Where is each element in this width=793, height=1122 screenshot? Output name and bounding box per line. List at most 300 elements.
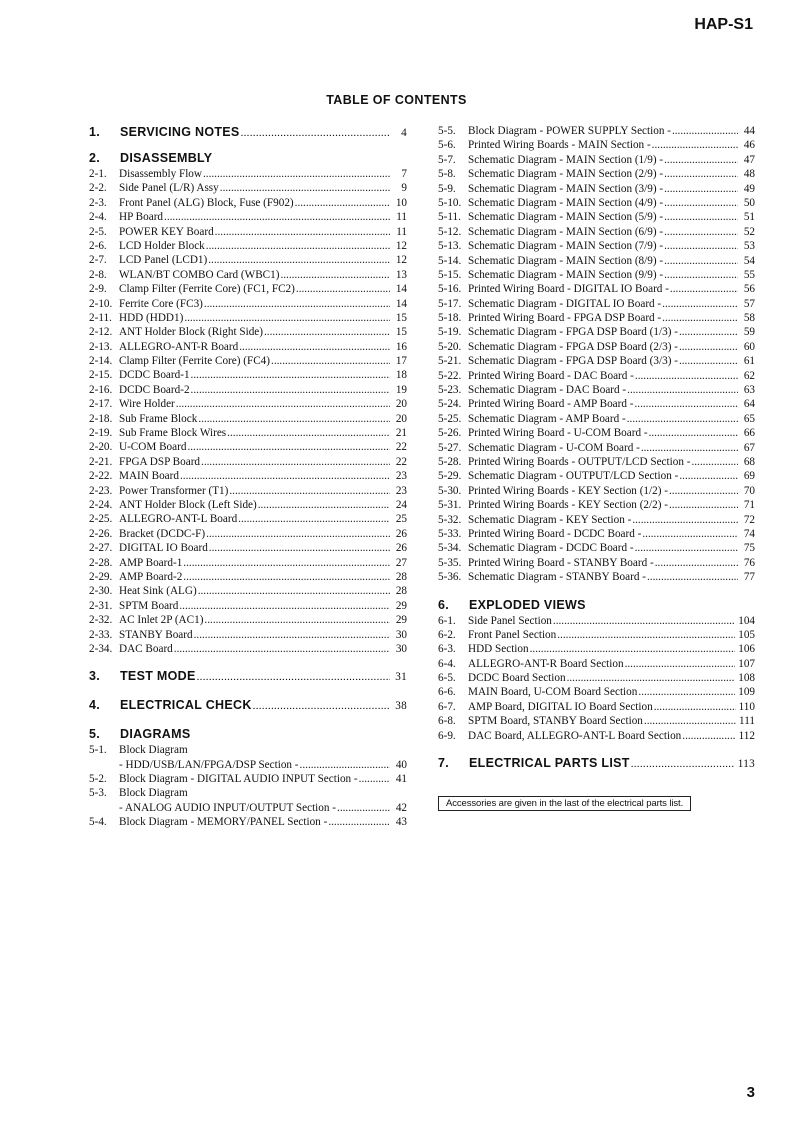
leader-dots [631,756,735,773]
entry-number: 5-4. [89,816,107,829]
leader-dots [664,167,738,181]
entry-number: 5-18. [438,312,462,325]
entry-title: Schematic Diagram - MAIN Section (4/9) - [468,196,664,209]
toc-entry[interactable] [438,412,755,426]
toc-entry[interactable] [89,311,407,325]
entry-number: 5-17. [438,297,462,310]
toc-entry[interactable] [438,657,755,671]
page-ref: 64 [743,398,755,411]
toc-entry[interactable] [89,758,407,772]
toc-entry[interactable] [438,254,755,268]
toc-entry[interactable] [89,397,407,411]
toc-section-test-mode[interactable] [89,668,407,685]
entry-number: 5-7. [438,153,456,166]
page-ref: 38 [395,700,407,713]
leader-dots [206,527,390,541]
toc-entry[interactable] [89,801,407,815]
leader-dots [204,297,390,311]
toc-entry[interactable] [438,513,755,527]
page-ref: 27 [395,556,407,569]
page-ref: 109 [738,686,755,699]
entry-number: 2-20. [89,441,113,454]
entry-title: Schematic Diagram - AMP Board - [468,412,626,425]
leader-dots [679,469,738,483]
entry-number: 2-9. [89,283,107,296]
entry-title: Sub Frame Block Wires [119,427,227,440]
toc-entry[interactable] [89,743,407,757]
toc-entry[interactable] [438,570,755,584]
toc-entry[interactable] [438,268,755,282]
toc-entry[interactable] [89,167,407,181]
page-ref: 11 [396,225,407,238]
entry-title: Power Transformer (T1) [119,484,229,497]
entry-title: Schematic Diagram - MAIN Section (2/9) - [468,168,664,181]
leader-dots [664,182,738,196]
page-ref: 4 [401,127,407,139]
leader-dots [557,628,735,642]
page-ref: 12 [395,254,407,267]
toc-entry[interactable] [438,642,755,656]
entry-number: 5-24. [438,398,462,411]
page-ref: 74 [743,527,755,540]
page-ref: 41 [395,773,407,786]
entry-title: SPTM Board, STANBY Board Section [468,715,643,728]
entry-title: MAIN Board [119,470,179,483]
entry-title: DCDC Board-1 [119,369,190,382]
toc-entry[interactable] [89,412,407,426]
toc-entry[interactable] [438,297,755,311]
entry-title: Schematic Diagram - KEY Section - [468,513,632,526]
toc-entry[interactable] [89,527,407,541]
entry-number: 6-8. [438,715,456,728]
toc-entry[interactable] [438,124,755,138]
entry-title: Clamp Filter (Ferrite Core) (FC4) [119,355,271,368]
page-ref: 30 [395,628,407,641]
toc-entry[interactable] [89,181,407,195]
toc-right-column [438,124,755,772]
page-ref: 25 [395,513,407,526]
toc-entry[interactable] [438,354,755,368]
toc-entry[interactable] [89,354,407,368]
leader-dots [179,599,390,613]
toc-entry[interactable] [89,325,407,339]
leader-dots [337,801,390,815]
entry-title: Sub Frame Block [119,412,198,425]
leader-dots [271,354,390,368]
section-number: 4. [89,698,101,713]
entry-number: 2-28. [89,556,113,569]
page-ref: 28 [395,585,407,598]
toc-entry[interactable] [438,455,755,469]
entry-title: ANT Holder Block (Left Side) [119,498,257,511]
page-ref: 110 [738,700,755,713]
toc-entry[interactable] [89,498,407,512]
entry-title: MAIN Board, U-COM Board Section [468,686,638,699]
page-ref: 53 [743,240,755,253]
entry-title: DCDC Board Section [468,672,566,685]
page-ref: 19 [395,383,407,396]
leader-dots [647,570,738,584]
entry-title: Side Panel Section [468,614,552,627]
leader-dots [654,700,736,714]
toc-entry[interactable] [438,239,755,253]
entry-number: 2-12. [89,326,113,339]
toc-entry[interactable] [89,556,407,570]
toc-entry[interactable] [438,700,755,714]
entry-number: 2-3. [89,196,107,209]
page-ref: 71 [743,499,755,512]
page-ref: 20 [395,398,407,411]
leader-dots [164,210,390,224]
toc-entry[interactable] [438,426,755,440]
exploded-views-list [438,614,755,744]
leader-dots [649,426,738,440]
toc-entry[interactable] [89,469,407,483]
entry-title: Clamp Filter (Ferrite Core) (FC1, FC2) [119,283,295,296]
toc-entry[interactable] [438,628,755,642]
toc-section-diagrams[interactable] [89,726,407,743]
toc-entry[interactable] [89,772,407,786]
toc-entry[interactable] [438,311,755,325]
entry-title: Side Panel (L/R) Assy [119,182,219,195]
entry-number: 5-14. [438,254,462,267]
entry-title: AMP Board-2 [119,570,183,583]
entry-title: Schematic Diagram - MAIN Section (1/9) - [468,153,664,166]
toc-entry[interactable] [89,484,407,498]
leader-dots [194,628,390,642]
leader-dots [662,311,738,325]
entry-title: LCD Holder Block [119,239,205,252]
entry-number: 5-34. [438,542,462,555]
toc-entry[interactable] [438,541,755,555]
entry-title: Printed Wiring Boards - KEY Section (1/2) - [468,484,668,497]
page-ref: 67 [743,441,755,454]
page-ref: 42 [395,801,407,814]
toc-entry[interactable] [438,469,755,483]
entry-title: Block Diagram [119,787,188,800]
toc-entry[interactable] [438,182,755,196]
page-ref: 29 [395,599,407,612]
entry-title: Heat Sink (ALG) [119,585,197,598]
entry-number: 5-29. [438,470,462,483]
toc-entry[interactable] [89,786,407,800]
toc-entry[interactable] [438,138,755,152]
toc-entry[interactable] [438,556,755,570]
page-ref: 113 [737,758,755,771]
toc-entry[interactable] [438,282,755,296]
section-title: SERVICING NOTES [120,125,240,139]
page-ref: 54 [743,254,755,267]
page-ref: 14 [395,297,407,310]
leader-dots [296,282,390,296]
leader-dots [652,138,738,152]
entry-number: 2-5. [89,225,107,238]
toc-entry[interactable] [89,440,407,454]
page-ref: 29 [395,614,407,627]
entry-number: 2-29. [89,570,113,583]
leader-dots [183,556,390,570]
entry-number: 2-7. [89,254,107,267]
leader-dots [204,613,390,627]
page-ref: 57 [743,297,755,310]
toc-entry[interactable] [438,671,755,685]
entry-title: DCDC Board-2 [119,383,190,396]
toc-section-electrical-parts-list[interactable] [438,755,755,772]
entry-number: 5-33. [438,527,462,540]
entry-title: Schematic Diagram - MAIN Section (8/9) - [468,254,664,267]
toc-entry[interactable] [438,225,755,239]
entry-number: 6-6. [438,686,456,699]
toc-entry[interactable] [89,628,407,642]
leader-dots [209,541,390,555]
entry-title: Schematic Diagram - MAIN Section (6/9) - [468,225,664,238]
entry-number: 2-13. [89,340,113,353]
page-ref: 56 [743,283,755,296]
disassembly-list [89,167,407,656]
toc-entry[interactable] [89,225,407,239]
leader-dots [641,441,738,455]
entry-title: Front Panel (ALG) Block, Fuse (F902) [119,196,294,209]
toc-entry[interactable] [89,268,407,282]
leader-dots [280,268,390,282]
entry-number: 5-9. [438,182,456,195]
toc-title: TABLE OF CONTENTS [326,93,467,107]
entry-number: 2-22. [89,470,113,483]
entry-title: AC Inlet 2P (AC1) [119,614,204,627]
toc-entry[interactable] [438,383,755,397]
entry-number: 5-5. [438,125,456,137]
leader-dots [530,642,736,656]
entry-number: 5-19. [438,326,462,339]
leader-dots [264,325,390,339]
page-ref: 108 [738,672,755,685]
entry-number: 5-11. [438,211,461,224]
entry-title: Printed Wiring Boards - OUTPUT/LCD Section - [468,455,691,468]
entry-title: ANT Holder Block (Right Side) [119,326,263,339]
toc-entry[interactable] [438,685,755,699]
page-ref: 46 [743,139,755,152]
toc-entry[interactable] [438,167,755,181]
toc-entry[interactable] [438,714,755,728]
model-name: HAP-S1 [694,16,753,33]
entry-title: Schematic Diagram - MAIN Section (5/9) - [468,211,664,224]
section-number: 7. [438,756,450,771]
section-title: EXPLODED VIEWS [469,597,586,612]
page-ref: 23 [395,470,407,483]
entry-title: POWER KEY Board [119,225,214,238]
toc-entry[interactable] [89,340,407,354]
entry-title: Schematic Diagram - DCDC Board - [468,542,634,555]
page-ref: 40 [395,758,407,771]
page-ref: 18 [395,369,407,382]
toc-entry[interactable] [89,541,407,555]
toc-entry[interactable] [89,426,407,440]
toc-entry[interactable] [438,729,755,743]
toc-section-exploded-views[interactable] [438,597,755,614]
entry-title: Printed Wiring Boards - MAIN Section - [468,139,651,152]
leader-dots [328,815,390,829]
page-ref: 49 [743,182,755,195]
entry-number: 5-26. [438,427,462,440]
page-ref: 69 [743,470,755,483]
toc-entry[interactable] [89,253,407,267]
leader-dots [669,498,738,512]
page-ref: 59 [743,326,755,339]
entry-title: LCD Panel (LCD1) [119,254,208,267]
toc-entry[interactable] [89,210,407,224]
leader-dots [664,153,738,167]
entry-number: 2-25. [89,513,113,526]
page-ref: 58 [743,312,755,325]
toc-left-column [89,124,407,830]
leader-dots [300,758,390,772]
leader-dots [197,669,390,686]
entry-title: Schematic Diagram - FPGA DSP Board (3/3) - [468,355,678,368]
entry-number: 5-25. [438,412,462,425]
entry-title: ALLEGRO-ANT-L Board [119,513,238,526]
toc-section-electrical-check[interactable] [89,697,407,714]
toc-entry[interactable] [89,613,407,627]
toc-section-servicing-notes[interactable] [89,124,407,141]
entry-number: 5-10. [438,196,462,209]
entry-title: Printed Wiring Board - FPGA DSP Board - [468,312,662,325]
entry-number: 5-31. [438,499,462,512]
entry-number: 2-32. [89,614,113,627]
toc-entry[interactable] [438,340,755,354]
page-ref: 23 [395,484,407,497]
leader-dots [638,685,735,699]
section-title: DIAGRAMS [120,727,191,742]
page-ref: 10 [395,196,407,209]
entry-title: Block Diagram - DIGITAL AUDIO INPUT Section - [119,773,358,786]
entry-title: Printed Wiring Boards - KEY Section (2/2) - [468,499,668,512]
page-ref: 66 [743,427,755,440]
entry-number: 2-2. [89,182,107,195]
leader-dots [191,383,390,397]
page-ref: 77 [743,571,755,584]
toc-entry[interactable] [89,570,407,584]
leader-dots [174,642,390,656]
section-title: ELECTRICAL CHECK [120,698,252,713]
entry-title: Block Diagram - POWER SUPPLY Section - [468,125,671,137]
section-number: 5. [89,727,101,742]
leader-dots [220,181,390,195]
page-ref: 62 [743,369,755,382]
toc-entry[interactable] [438,498,755,512]
toc-section-disassembly[interactable] [89,150,407,167]
page-ref: 22 [395,441,407,454]
entry-number: 5-1. [89,744,107,757]
page-ref: 106 [738,643,755,656]
toc-entry[interactable] [438,441,755,455]
entry-number: 5-23. [438,384,462,397]
entry-number: 2-27. [89,542,113,555]
toc-entry[interactable] [438,614,755,628]
entry-number: 6-5. [438,672,456,685]
entry-number: 2-17. [89,398,113,411]
leader-dots [679,340,738,354]
leader-dots [187,440,390,454]
entry-title: Bracket (DCDC-F) [119,527,206,540]
entry-number: 5-36. [438,571,462,584]
toc-entry[interactable] [89,584,407,598]
entry-number: 6-7. [438,700,456,713]
toc-entry[interactable] [89,368,407,382]
toc-entry[interactable] [89,282,407,296]
entry-number: 5-6. [438,139,456,152]
page-ref: 48 [743,168,755,181]
toc-entry[interactable] [89,297,407,311]
entry-number: 2-23. [89,484,113,497]
toc-entry[interactable] [438,210,755,224]
page-ref: 65 [743,412,755,425]
entry-number: 5-20. [438,340,462,353]
toc-entry[interactable] [438,325,755,339]
leader-dots [644,714,736,728]
entry-title: Schematic Diagram - FPGA DSP Board (1/3) - [468,326,678,339]
toc-entry[interactable] [438,153,755,167]
leader-dots [635,369,738,383]
entry-number: 2-21. [89,455,113,468]
toc-entry[interactable] [89,455,407,469]
leader-dots [180,469,390,483]
entry-title: ALLEGRO-ANT-R Board Section [468,657,624,670]
page-ref: 28 [395,570,407,583]
toc-entry[interactable] [89,196,407,210]
entry-number: 6-2. [438,628,456,641]
entry-number: 5-3. [89,787,107,800]
toc-entry[interactable] [438,397,755,411]
entry-title: AMP Board-1 [119,556,183,569]
leader-dots [664,210,738,224]
leader-dots [183,570,390,584]
leader-dots [679,354,738,368]
page-ref: 22 [395,455,407,468]
page-ref: 105 [738,628,755,641]
toc-entry[interactable] [89,512,407,526]
entry-number: 2-15. [89,369,113,382]
entry-title: Schematic Diagram - OUTPUT/LCD Section - [468,470,679,483]
toc-entry[interactable] [438,369,755,383]
toc-entry[interactable] [89,642,407,656]
leader-dots [632,513,738,527]
entry-number: 2-6. [89,239,107,252]
section-number: 1. [89,125,101,139]
entry-title: HDD (HDD1) [119,311,184,324]
leader-dots [670,282,738,296]
toc-entry[interactable] [438,484,755,498]
entry-number: 5-22. [438,369,462,382]
entry-number: 5-8. [438,168,456,181]
page-ref: 17 [395,355,407,368]
toc-entry[interactable] [89,383,407,397]
toc-entry[interactable] [89,599,407,613]
toc-entry[interactable] [89,815,407,829]
toc-entry[interactable] [438,196,755,210]
entry-title: Schematic Diagram - STANBY Board - [468,571,646,584]
toc-entry[interactable] [438,527,755,541]
entry-title: HDD Section [468,643,529,656]
diagrams-list-continued [438,124,755,585]
entry-title: AMP Board, DIGITAL IO Board Section [468,700,653,713]
entry-number: 5-16. [438,283,462,296]
entry-title: Printed Wiring Board - DAC Board - [468,369,634,382]
leader-dots [359,772,390,786]
page-ref: 50 [743,196,755,209]
entry-number: 5-28. [438,455,462,468]
entry-title: Ferrite Core (FC3) [119,297,203,310]
toc-entry[interactable] [89,239,407,253]
